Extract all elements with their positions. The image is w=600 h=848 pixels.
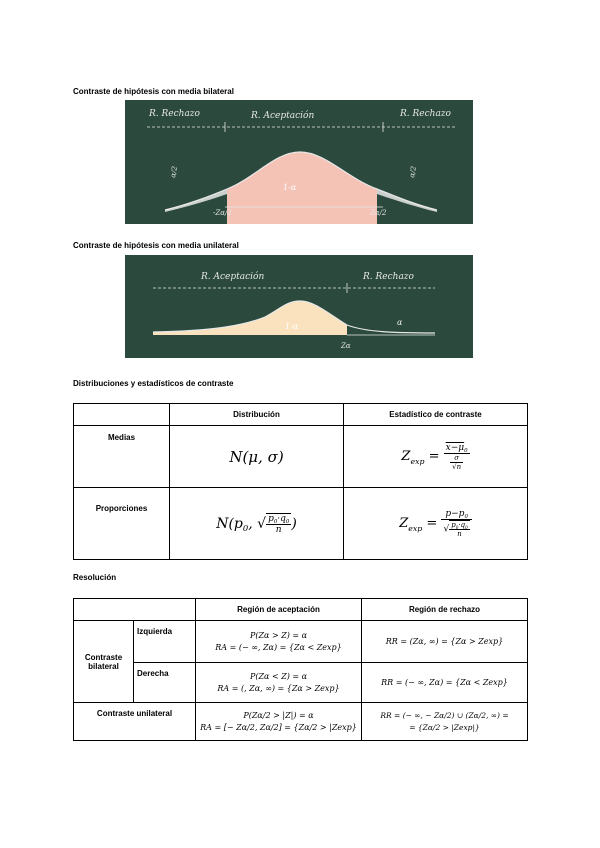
right-reject-label: R. Rechazo [400, 109, 451, 119]
means-fraction: $\frac{x-\mu_0}{\frac{\sigma}{√n}}$ [445, 442, 468, 471]
distribution-header: Distribución [170, 404, 344, 426]
right-tail-label: α/2 [408, 165, 418, 179]
resolution-table [73, 598, 528, 741]
unilateral-reject: RR = (− ∞, − Zα/2) ∪ (Zα/2, ∞) = = {Zα/2 > |Zexp|} [380, 710, 509, 732]
distributions-table [73, 403, 528, 560]
resolution-heading: Resolución [73, 573, 117, 582]
izquierda-reject: RR = (Zα, ∞) = {Zα > Zexp} [385, 636, 504, 646]
proportions-row-label: Proporciones [74, 488, 170, 560]
derecha-accept-cell [196, 663, 362, 703]
accept-region-header: Región de aceptación [196, 599, 362, 621]
accept-label: R. Aceptación [201, 272, 265, 282]
right-z-label: Zα/2 [370, 209, 387, 217]
reject-region-header: Región de rechazo [362, 599, 528, 621]
proportions-distribution: $N(p_0$, √ $\frac{p_0\cdot q_0}{n}$ ) [216, 513, 297, 535]
z-label: Zα [341, 342, 351, 350]
left-z-label: -Zα/2 [213, 209, 232, 217]
proportions-statistic: $Z_{exp}$ = $p-p_0$ √ $\frac{p_0\cdot q_0}{n}$ [399, 516, 472, 531]
proportions-fraction: $p-p_0$ √ $\frac{p_0\cdot q_0}{n}$ [441, 509, 471, 538]
center-label: 1-α [285, 322, 299, 331]
accept-label: R. Aceptación [251, 111, 315, 121]
unilateral-heading: Contraste de hipótesis con media unilateral [73, 241, 239, 250]
empty-header-cell [74, 599, 196, 621]
izquierda-label: Izquierda [134, 621, 196, 663]
means-statistic-cell [344, 426, 528, 488]
derecha-accept: P(Zα < Z) = α RA = (, Zα, ∞) = {Zα > Zexp} [217, 671, 340, 693]
derecha-reject: RR = (− ∞, Zα) = {Zα < Zexp} [381, 677, 508, 687]
left-reject-label: R. Rechazo [149, 109, 200, 119]
bilateral-label: Contraste bilateral [74, 621, 134, 703]
reject-label: R. Rechazo [363, 272, 414, 282]
derecha-label: Derecha [134, 663, 196, 703]
means-distribution-cell [170, 426, 344, 488]
izquierda-reject-cell [362, 621, 528, 663]
bilateral-diagram [125, 100, 473, 224]
means-row-label: Medias [74, 426, 170, 488]
proportions-statistic-cell [344, 488, 528, 560]
derecha-reject-cell [362, 663, 528, 703]
unilateral-label: Contraste unilateral [74, 703, 196, 741]
proportions-distribution-cell [170, 488, 344, 560]
bilateral-chalkboard [125, 100, 473, 224]
izquierda-accept-cell [196, 621, 362, 663]
statistic-header: Estadístico de contraste [344, 404, 528, 426]
unilateral-reject-cell [362, 703, 528, 741]
left-tail-label: α/2 [169, 165, 179, 179]
tail-label: α [397, 318, 403, 327]
center-label: 1-α [283, 183, 297, 192]
izquierda-accept: P(Zα > Z) = α RA = (− ∞, Zα) = {Zα < Zexp} [215, 630, 342, 652]
acceptance-area [227, 152, 377, 224]
distributions-heading: Distribuciones y estadísticos de contraste [73, 379, 234, 388]
means-distribution: N(μ, σ) [229, 447, 284, 466]
unilateral-accept-cell [196, 703, 362, 741]
unilateral-diagram [125, 255, 473, 358]
means-statistic: $Z_{exp}$ = $\frac{x-\mu_0}{\frac{\sigma}{√n}}$ [401, 442, 468, 471]
unilateral-accept: P(Zα/2 > |Z|) = α RA = [− Zα/2, Zα/2] = {Zα/2 > |Zexp} [200, 710, 357, 732]
empty-header-cell [74, 404, 170, 426]
unilateral-chalkboard [125, 255, 473, 358]
bilateral-heading: Contraste de hipótesis con media bilateral [73, 87, 234, 96]
